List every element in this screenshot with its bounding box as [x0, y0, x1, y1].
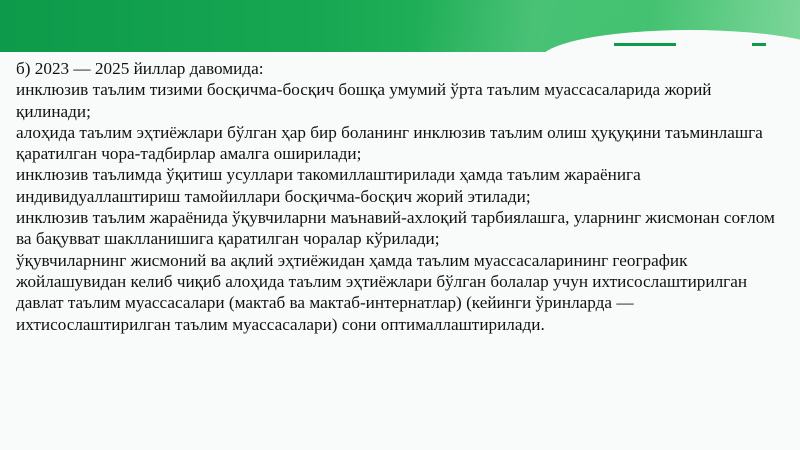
- document-body: [16, 58, 788, 335]
- decorative-line-short: [752, 43, 766, 46]
- paragraph-item: ўқувчиларнинг жисмоний ва ақлий эҳтиёжидан ҳамда таълим муассасаларининг географик жойлашувидан келиб чиқиб алоҳида таълим эҳтиёжлари бўлган болалар учун ихтисослаштирилган давлат таълим муассасалари (мактаб ва мактаб-интернатлар) (кейинги ўринларда — ихтисослаштирилган таълим муассасалари) сони оптималлаштирилади.: [16, 250, 748, 334]
- paragraph-heading: б) 2023 — 2025 йиллар давомида:: [16, 59, 264, 78]
- paragraph-item: инклюзив таълимда ўқитиш усуллари такомиллаштирилади ҳамда таълим жараёнига индивидуаллаштириш тамойиллари босқичма-босқич жорий этилади;: [16, 165, 641, 206]
- top-banner: [0, 0, 800, 52]
- decorative-line: [614, 43, 676, 46]
- paragraph-item: инклюзив таълим тизими босқичма-босқич бошқа умумий ўрта таълим муассасаларида жорий қилинади;: [16, 80, 712, 121]
- paragraph-item: алоҳида таълим эҳтиёжлари бўлган ҳар бир боланинг инклюзив таълим олиш ҳуқуқини таъминлашга қаратилган чора-тадбирлар амалга оширилади;: [16, 122, 763, 164]
- paragraph-item: инклюзив таълим жараёнида ўқувчиларни маънавий-ахлоқий тарбиялашга, уларнинг жисмонан соғлом ва бақувват шаклланишига қаратилган чоралар кўрилади;: [16, 208, 775, 249]
